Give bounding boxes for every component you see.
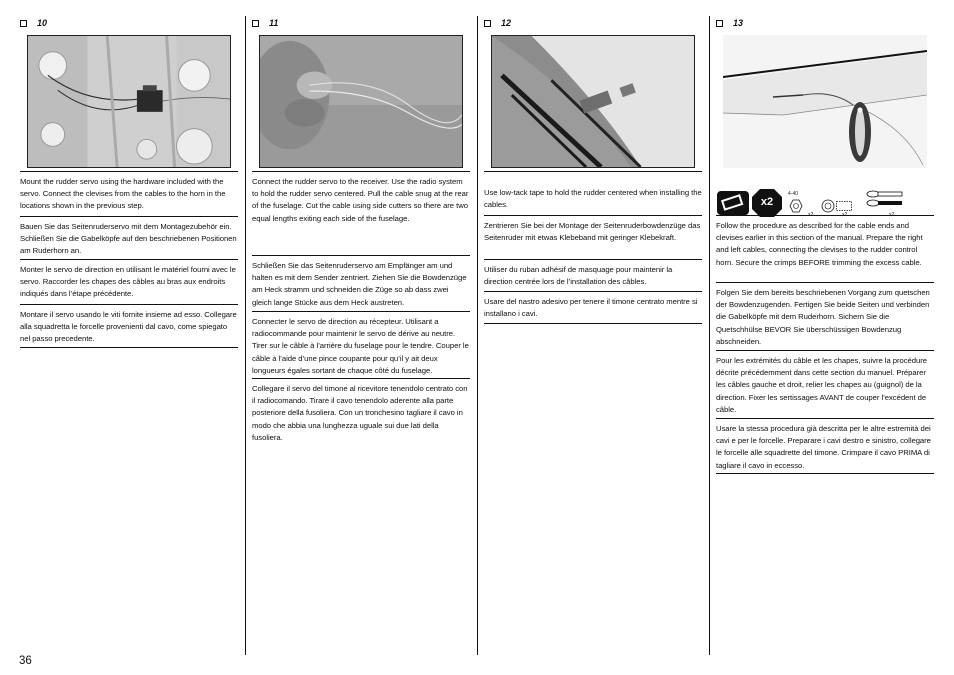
instruction-fr: Pour les extrémités du câble et les chapes, suivre la procédure décrite précédemment dans cette section du manuel. Préparer les câbles gauche et droit, relier les chapes au (guignol) de la direction. Fixer les sertissages AVANT de couper l’excédent de câble. xyxy=(716,356,927,414)
step-number: 13 xyxy=(733,18,744,28)
photo-rudder-servo-mount xyxy=(27,35,231,168)
step-number: 12 xyxy=(501,18,512,28)
divider xyxy=(484,171,702,172)
clevis-icon xyxy=(866,190,906,208)
instruction-en: Follow the procedure as described for the cable ends and clevises earlier in this section of the manual. Prepare the right and left cables, connecting the clevises to the rudder control horn. Secure the crimps BEFORE trimming the excess cable. xyxy=(716,221,923,267)
checkbox-icon[interactable] xyxy=(20,20,27,27)
instruction-de: Folgen Sie dem bereits beschriebenen Vorgang zum quetschen der Bowdenzugenden. Fertigen Sie beide Seiten und verbinden die Gabelköpfe mit dem Ruderhorn. Sichern Sie die Quetschhülse BEVOR Sie überschüssigen Bowdenzug abschneiden. xyxy=(716,288,930,346)
crimp-tube-icon xyxy=(836,201,852,211)
photo-cable-cut xyxy=(259,35,463,168)
instruction-en: Use low-tack tape to hold the rudder centered when installing the cables. xyxy=(484,188,702,210)
divider xyxy=(20,259,238,260)
instruction-it: Collegare il servo del timone al ricevitore tenendolo centrato con il radiocomando. Tirare il cavo tenendolo aderente alla parte posteriore della fusoliera. Con un tronchesino tagliare il cavo in modo che abbia una lunghezza uguale sui due lati della fusoliera. xyxy=(252,384,468,442)
qty-label: x2 xyxy=(808,212,814,218)
page-number: 36 xyxy=(19,655,32,667)
instruction-fr: Connecter le servo de direction au récepteur. Utilisant a radiocommande pour maintenir le servo de dérive au neutre. Tirer sur le câble à l’arrière du fuselage pour le tendre. Couper le câble à l’aide d’une pince coupante pour qu’il y ait deux longueurs égales sortant de chaque côté du fuselage. xyxy=(252,317,469,375)
qty-label: x2 xyxy=(889,212,895,218)
divider xyxy=(484,291,702,292)
divider xyxy=(484,259,702,260)
step-number: 10 xyxy=(37,18,48,28)
instruction-en: Mount the rudder servo using the hardware included with the servo. Connect the clevises from the cables to the horn in the locations shown in the previous step. xyxy=(20,177,226,211)
qty-label: x2 xyxy=(842,212,848,218)
step-number: 11 xyxy=(269,18,279,28)
divider xyxy=(716,282,934,283)
instruction-en: Connect the rudder servo to the receiver. Use the radio system to hold the rudder servo centered. Pull the cable snug at the rear of the fuselage. Cut the cable using side cutters so there are two equal lengths exiting each side of the fuselage. xyxy=(252,177,469,223)
step-column-13 xyxy=(716,14,934,664)
divider xyxy=(716,350,934,351)
checkbox-icon[interactable] xyxy=(252,20,259,27)
instruction-it: Montare il servo usando le viti fornite insieme ad esso. Collegare alla squadretta le forcelle provenienti dal cavo, come spiegato nel passo precedente. xyxy=(20,310,237,344)
instruction-it: Usare del nastro adesivo per tenere il timone centrato mentre si installano i cavi. xyxy=(484,297,698,319)
divider xyxy=(252,311,470,312)
instruction-it: Usare la stessa procedura già descritta per le altre estremità dei cavi e per le forcelle. Preparare i cavi destro e sinistro, collegare le forcelle alle squadrette del timone. Crimpare il cavo PRIMA di tagliare il cavo in eccesso. xyxy=(716,424,931,470)
divider xyxy=(20,171,238,172)
photo-rudder-horn-cables xyxy=(723,35,927,168)
divider xyxy=(20,347,238,348)
step-column-12 xyxy=(484,14,702,664)
washer-icon xyxy=(821,199,835,213)
column-divider xyxy=(477,16,478,655)
checkbox-icon[interactable] xyxy=(716,20,723,27)
divider xyxy=(716,215,934,216)
step-column-10 xyxy=(20,14,238,664)
servo-icon xyxy=(716,190,750,216)
divider xyxy=(484,215,702,216)
instruction-fr: Monter le servo de direction en utilisant le matériel fourni avec le servo. Raccorder les chapes des câbles au bras aux endroits indiqués dans l’étape précédente. xyxy=(20,265,236,299)
step-header xyxy=(20,14,238,32)
step-header xyxy=(484,14,702,32)
step-header xyxy=(716,14,934,32)
divider xyxy=(252,171,470,172)
quantity-multiplier: x2 xyxy=(752,189,782,217)
divider xyxy=(716,418,934,419)
hex-nut-icon xyxy=(789,199,803,213)
column-divider xyxy=(245,16,246,655)
instruction-de: Zentrieren Sie bei der Montage der Seitenruderbowdenzüge das Seitenruder mit etwas Klebeband mit geringer Klebekraft. xyxy=(484,221,701,243)
step-column-11 xyxy=(252,14,470,664)
divider xyxy=(252,255,470,256)
divider xyxy=(484,323,702,324)
checkbox-icon[interactable] xyxy=(484,20,491,27)
instruction-fr: Utiliser du ruban adhésif de masquage pour maintenir la direction centrée lors de l’installation des câbles. xyxy=(484,265,673,287)
divider xyxy=(20,304,238,305)
instruction-de: Schließen Sie das Seitenruderservo am Empfänger am und halten es mit dem Sender zentriert. Ziehen Sie die Bowdenzüge am Heck stramm und schneiden die Züge so ab dass zwei gleich lange Stücke aus dem Heck austreten. xyxy=(252,261,467,307)
column-divider xyxy=(709,16,710,655)
step-header xyxy=(252,14,470,32)
divider xyxy=(252,378,470,379)
divider xyxy=(20,216,238,217)
instruction-de: Bauen Sie das Seitenruderservo mit dem Montagezubehör ein. Schließen Sie die Gabelköpfe auf den beschriebenen Positionen am Ruderhorn an. xyxy=(20,222,237,256)
screw-size-label: 4-40 xyxy=(788,191,799,197)
divider xyxy=(716,473,934,474)
photo-rudder-tape xyxy=(491,35,695,168)
